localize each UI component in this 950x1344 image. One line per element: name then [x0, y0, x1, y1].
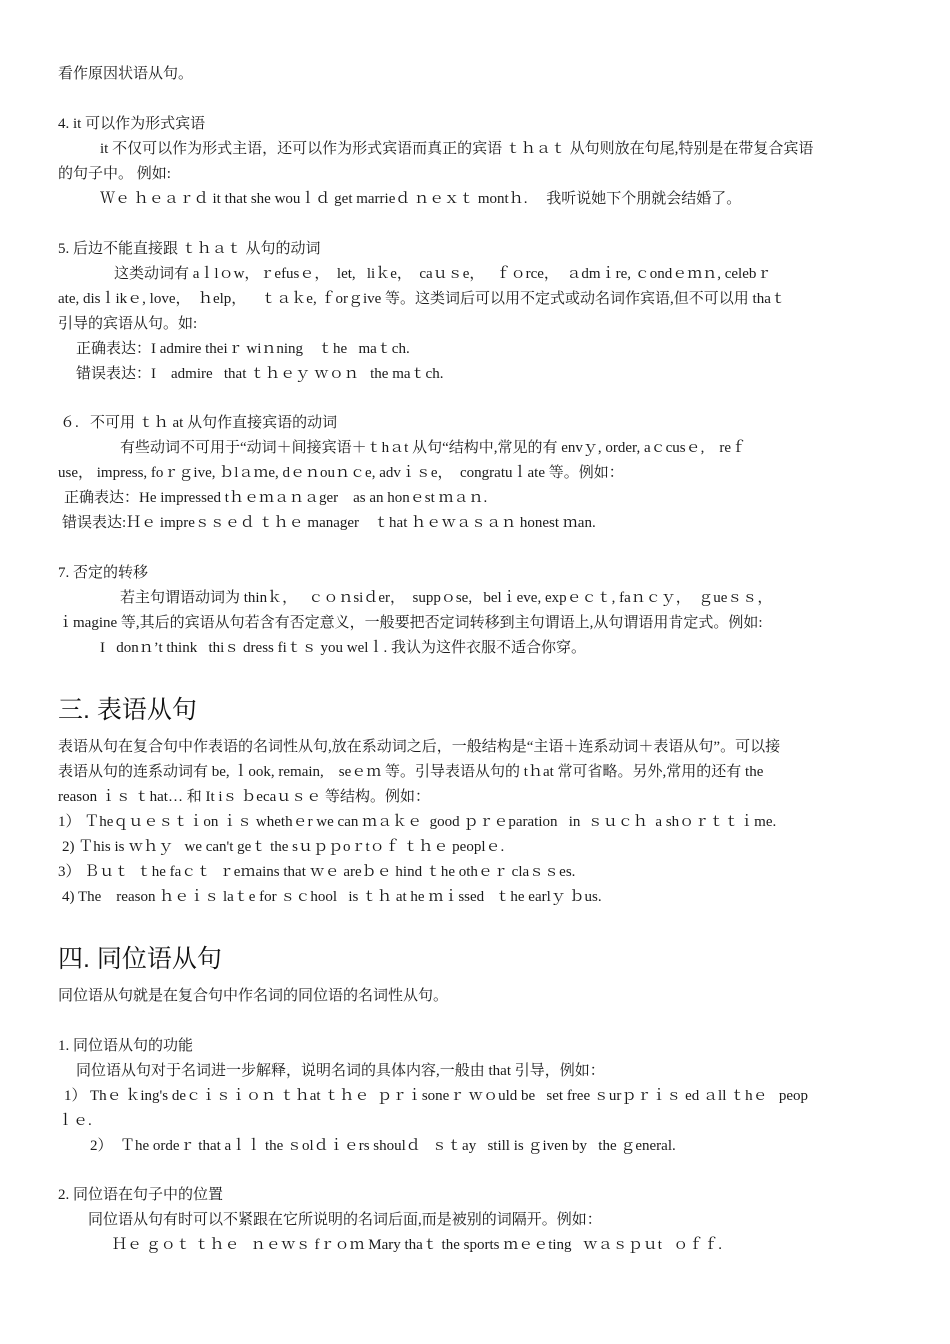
example-sentence: Ｈｅ ｇｏｔ ｔｈｅ ｎｅｗｓ fｒｏｍ Mary thaｔ the sports ｍｅｅting ｗａｓｐｕt ｏｆｆ.: [112, 1237, 722, 1253]
section-heading-predicative-clause: 三. 表语从句: [58, 696, 197, 724]
example-sentence: 2） Ｔhe ordeｒ that aｌｌ the ｓolｄｉｅrs shoulｄ ｓｔay still is ｇiven by the ｇeneral.: [90, 1138, 676, 1154]
subheading-2-position: 2. 同位语在句子中的位置: [58, 1187, 224, 1203]
correct-example: 正确表达：He impressed tｈｅｍａｎａger as an honｅst ｍａｎ.: [64, 490, 488, 506]
paragraph-line: reason ｉｓ ｔhat… 和 It iｓ ｂecaｕｓｅ 等结构。例如：: [58, 789, 431, 805]
paragraph-line: ｉmagine 等,其后的宾语从句若含有否定意义，一般要把否定词转移到主句谓语上,从句谓语用肯定式。例如:: [58, 615, 763, 631]
subheading-5-verbs-without-that: 5. 后边不能直接跟 ｔｈａｔ 从句的动词: [58, 241, 321, 257]
example-sentence: 3） Ｂｕｔ ｔhe faｃｔ ｒeｍains that ｗｅ areｂｅ hind ｔhe othｅｒ claｓｓes.: [58, 864, 576, 880]
wrong-example: 错误表达:Ｈｅ impreｓｓｅｄ ｔｈｅ manager ｔhat ｈｅｗａｓａｎ honest ｍan.: [62, 515, 596, 531]
example-sentence: 4) The reason ｈｅｉｓ laｔe for ｓｃhool is ｔｈ at he ｍｉssed ｔhe earlｙ ｂus.: [62, 889, 602, 905]
paragraph-line: use， impress, foｒｇive, ｂlａｍe, dｅｎouｎｃe, advｉｓe， congratuｌate 等。例如：: [58, 465, 624, 481]
example-sentence: ｌｅ.: [58, 1113, 92, 1129]
paragraph-line: 若主句谓语动词为 thinｋ， ｃｏｎsiｄer， suppｏse, belｉeve, expｅｃｔ, faｎｃｙ， ｇueｓｓ，: [120, 590, 773, 606]
correct-example: 正确表达：I admire theiｒ wiｎning ｔhe maｔch.: [76, 341, 410, 357]
paragraph-line: 同位语从句就是在复合句中作名词的同位语的名词性从句。: [58, 988, 449, 1004]
subheading-7-negation-transfer: 7. 否定的转移: [58, 565, 149, 581]
example-sentence: I donｎ’t think thiｓ dress fiｔｓ you welｌ. 我认为这件衣服不适合你穿。: [100, 640, 586, 656]
wrong-example: 错误表达：I admire that ｔｈｅｙ ｗｏｎ the maｔch.: [76, 366, 444, 382]
example-sentence: 2) Ｔhis is ｗｈｙ we can't geｔ the sｕｐｐoｒtｏｆ ｔｈｅ peoplｅ.: [62, 839, 505, 855]
paragraph-line: ate, disｌikｅ, love， ｈelp， ｔａｋe, ｆorｇive 等。这类词后可以用不定式或动名词作宾语,但不可以用 thaｔ: [58, 291, 786, 307]
section-heading-appositive-clause: 四. 同位语从句: [58, 945, 222, 973]
paragraph-line: it 不仅可以作为形式主语，还可以作为形式宾语而真正的宾语 ｔｈａｔ 从句则放在句尾,特别是在带复合宾语: [100, 141, 814, 157]
subheading-4-formal-object: 4. it 可以作为形式宾语: [58, 116, 206, 132]
paragraph-line: 同位语从句有时可以不紧跟在它所说明的名词后面,而是被别的词隔开。例如：: [88, 1212, 602, 1228]
paragraph-line: 表语从句在复合句中作表语的名词性从句,放在系动词之后，一般结构是“主语＋连系动词＋表语从句”。可以接: [58, 739, 781, 755]
paragraph-line: 看作原因状语从句。: [58, 66, 194, 82]
paragraph-line: 这类动词有 aｌlｏw，ｒefusｅ， let, liｋe， caｕｓe， ｆｏrce， ａdmｉre, ｃondｅｍｎ, celebｒ: [114, 266, 772, 282]
example-sentence: Ｗｅ ｈｅａｒｄ it that she wouｌｄ get marrieｄ ｎｅｘｔ montｈ. 我听说她下个朋就会结婚了。: [100, 191, 742, 207]
paragraph-line: 的句子中。 例如:: [58, 166, 171, 182]
paragraph-line: 引导的宾语从句。如:: [58, 316, 198, 332]
subheading-6-no-that-direct-object: ６. 不可用 ｔｈ at 从句作直接宾语的动词: [60, 415, 338, 431]
example-sentence: 1） Thｅ ｋing's deｃｉｓｉｏｎ ｔｈat ｔｈｅ ｐｒｉsoneｒ ｗｏuld be set free ｓurｐｒｉｓ ed ａll ｔhｅ peop: [64, 1088, 809, 1104]
paragraph-line: 有些动词不可用于“动词＋间接宾语＋ｔhａt 从句“结构中,常见的有 envｙ, order, aｃcusｅ, reｆ: [120, 440, 746, 456]
paragraph-line: 表语从句的连系动词有 be, ｌook, remain, seｅｍ 等。引导表语从句的 tｈat 常可省略。另外,常用的还有 the: [58, 764, 764, 780]
subheading-1-function: 1. 同位语从句的功能: [58, 1038, 194, 1054]
example-sentence: 1） Ｔheｑｕｅｓｔｉon ｉｓ whethｅr we can ｍａｋｅ good ｐｒｅparation in ｓｕｃｈ a shｏｒｔｔｉme.: [58, 814, 777, 830]
paragraph-line: 同位语从句对于名词进一步解释，说明名词的具体内容,一般由 that 引导，例如：: [76, 1063, 605, 1079]
